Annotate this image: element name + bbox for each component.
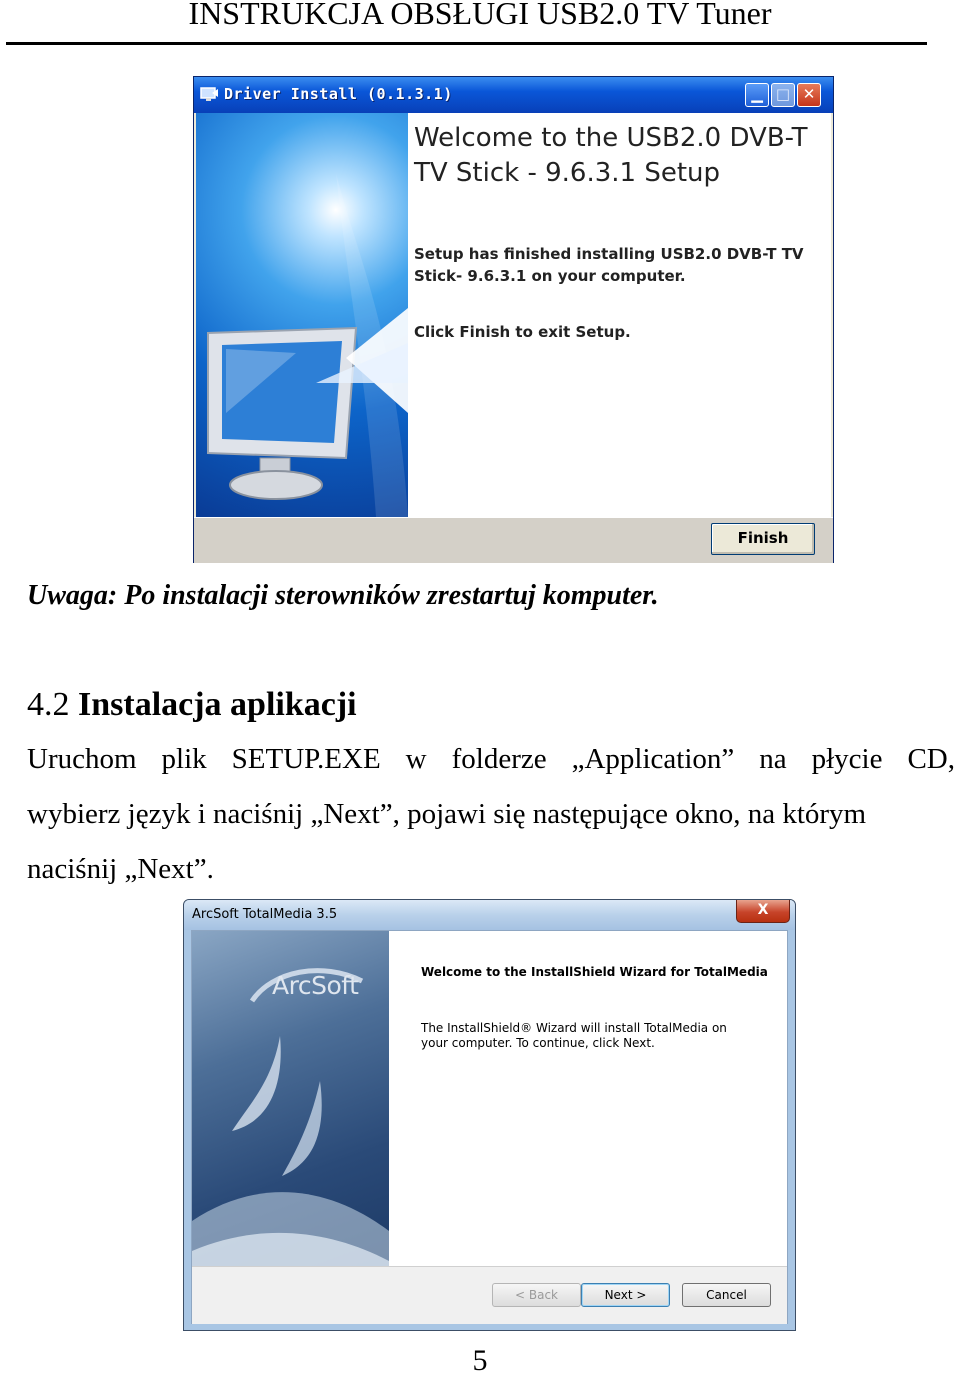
arcsoft-window-titlebar[interactable] <box>184 900 795 930</box>
paragraph-line-1: Uruchom plik SETUP.EXE w folderze „Application” na płycie CD, <box>27 743 955 775</box>
minimize-button[interactable]: ▁ <box>745 83 769 107</box>
driver-install-window <box>193 76 834 563</box>
driver-finished-message: Setup has finished installing USB2.0 DVB-T TV Stick- 9.6.3.1 on your computer. <box>414 245 804 285</box>
cancel-button[interactable]: Cancel <box>682 1283 771 1307</box>
back-button[interactable]: < Back <box>492 1283 581 1307</box>
arcsoft-welcome-body: The InstallShield® Wizard will install TotalMedia on your computer. To continue, click Next. <box>421 1021 727 1050</box>
section-heading <box>27 684 357 726</box>
restart-note: Uwaga: Po instalacji sterowników zrestartuj komputer. <box>27 580 659 611</box>
finish-button[interactable]: Finish <box>711 523 815 555</box>
arcsoft-logo: ArcSoft <box>272 971 359 1000</box>
driver-content-pane <box>408 113 831 517</box>
driver-side-banner <box>196 113 408 517</box>
document-header: INSTRUKCJA OBSŁUGI USB2.0 TV Tuner <box>188 0 772 31</box>
paragraph-line-3: naciśnij „Next”. <box>27 853 214 885</box>
arcsoft-content-pane <box>389 931 787 1266</box>
driver-window-titlebar[interactable] <box>194 77 833 113</box>
installer-icon <box>200 85 220 105</box>
maximize-button[interactable]: □ <box>771 83 795 107</box>
arcsoft-installer-window <box>183 899 796 1331</box>
section-title: Instalacja aplikacji <box>78 686 357 723</box>
driver-exit-instruction: Click Finish to exit Setup. <box>414 323 631 341</box>
driver-welcome-heading: Welcome to the USB2.0 DVB-T TV Stick - 9.6.3.1 Setup <box>414 123 808 188</box>
close-button[interactable]: ✕ <box>797 83 821 107</box>
header-rule <box>6 42 927 45</box>
next-button[interactable]: Next > <box>581 1283 670 1307</box>
arcsoft-close-button[interactable]: X <box>736 900 790 923</box>
arcsoft-client-area <box>191 930 788 1324</box>
page-number: 5 <box>472 1344 488 1377</box>
section-number: 4.2 <box>27 686 70 723</box>
arcsoft-welcome-heading: Welcome to the InstallShield Wizard for TotalMedia <box>421 965 768 979</box>
arcsoft-window-title: ArcSoft TotalMedia 3.5 <box>192 907 338 922</box>
paragraph-line-2: wybierz język i naciśnij „Next”, pojawi się następujące okno, na którym <box>27 798 867 830</box>
driver-window-title: Driver Install (0.1.3.1) <box>224 85 453 103</box>
monitor-illustration <box>196 113 408 517</box>
arcsoft-side-banner <box>192 931 389 1266</box>
